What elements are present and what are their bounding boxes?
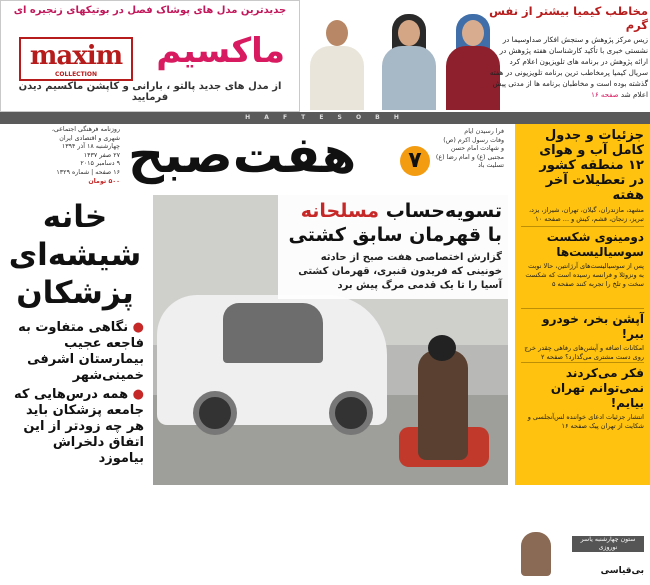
- top-story-body: زیس مرکز پژوهش و سنجش افکار صداوسیما در نشستی خبری با تأکید کارشناسان هفته پژوهش در ارائه پژوهش در برنامه های تلویزیون اعلام کرد سریال کیمیا پرمخاطب ترین برنامه تلویزیونی در هفته گذشته بوده است و مخاطبان برنامه ها از مدتی پیش اعلام شد: [489, 35, 648, 99]
- maxim-ad[interactable]: [0, 0, 300, 112]
- sidebar-story-weather[interactable]: [515, 128, 650, 224]
- sidebar-story-body: پس از سوسیالیست‌های آرژانتین، حالا نوبت به ونزوئلا و فرانسه رسیده است که شکست سخت و تلخ را تجربه کنند صفحه ۵: [525, 262, 644, 288]
- author-photo: [521, 532, 551, 576]
- photo-woman-1: [378, 6, 440, 110]
- sidebar-story-singer[interactable]: [515, 366, 650, 431]
- photo-story-text: [278, 195, 508, 299]
- divider: [521, 226, 644, 227]
- issue-pages: ۱۶ صفحه | شماره ۱۳۲۹: [56, 168, 120, 176]
- left-item-text: همه درس‌هایی که جامعه پزشکان باید هر چه زودتر از این اتفاق دلخراش بیاموزد: [13, 387, 144, 466]
- maxim-logo-sub: COLLECTION: [54, 71, 98, 78]
- left-headline: خانه شیشه‌ای پزشکان: [8, 199, 142, 311]
- issue-date-gregorian: ۹ دسامبر ۲۰۱۵: [80, 160, 120, 168]
- maxim-logo-fa: ماکسیم: [156, 31, 285, 71]
- car-wheel: [329, 391, 373, 435]
- condolence-note: [432, 128, 504, 171]
- sidebar-story-socialists[interactable]: [515, 230, 650, 289]
- issue-info: [2, 126, 120, 186]
- sidebar-story-body: مشهد، مازندران، گیلان، تهران، شیراز، یزد، تبریز، زنجان، قشم، کیش و ... صفحه ۱۰: [528, 206, 644, 223]
- bullet-icon: ●: [132, 320, 144, 335]
- issue-price: ۵۰۰ تومان: [88, 177, 120, 185]
- ad-top-text: جدیدترین مدل های پوشاک فصل در بوتیکهای زنجیره ای: [13, 5, 287, 16]
- photo-story-headline: [284, 199, 502, 247]
- sidebar-story-title: فکر می‌کردند نمی‌توانم تهران بیایم!: [550, 366, 644, 410]
- author-bar: ستون چهارشنبه یاسر نوروزی: [572, 536, 644, 552]
- author-column[interactable]: [515, 528, 650, 585]
- divider: [521, 362, 644, 363]
- left-item: [6, 387, 144, 467]
- masthead-band: H A F T E S O B H: [0, 112, 650, 124]
- ad-bottom-text: از مدل های جدید پالتو ، بارانی و کاپشن ماکسیم دیدن فرمایید: [18, 81, 282, 103]
- top-story-headline: مخاطب کیمیا بیشتر از نفس گرم: [489, 4, 648, 32]
- headline-highlight: مسلحانه: [300, 200, 380, 222]
- info-line: شهری و اقتصادی ایران: [59, 134, 120, 142]
- rider-image: [418, 350, 468, 460]
- maxim-logo-text: maxim: [29, 41, 123, 71]
- car-wheel: [193, 391, 237, 435]
- note-line: وفات رسول اکرم (ص): [443, 136, 504, 144]
- info-line: روزنامه فرهنگی اجتماعی،: [51, 126, 120, 133]
- car-window-shattered: [223, 303, 323, 363]
- note-line: فرا رسیدن ایام: [464, 128, 504, 135]
- sidebar-story-title: جزئیات و جدول کامل آب و هوای ۱۲ منطقه کشور در تعطیلات آخر هفته: [539, 128, 644, 203]
- sidebar: [515, 124, 650, 576]
- note-line: تسلیت باد: [477, 162, 504, 170]
- issue-date: چهارشنبه ۱۸ آذر ۱۳۹۴: [61, 143, 120, 151]
- photo-man-1: [306, 6, 368, 110]
- maxim-logo: [19, 37, 133, 81]
- sidebar-story-title: آپشن بخر، خودرو ببر!: [542, 312, 644, 341]
- issue-date-hijri: ۲۷ صفر ۱۴۳۷: [83, 151, 120, 159]
- sidebar-story-title: دومینوی شکست سوسیالیست‌ها: [546, 230, 644, 259]
- headline-part: با قهرمان سابق کشتی: [288, 224, 502, 246]
- column-title: بی‌قیاسی: [600, 566, 644, 576]
- sidebar-story-body: انتشار جزئیات ادعای خواننده لس‌آنجلسی و شکایت از تهران پیک صفحه ۱۶: [527, 413, 644, 430]
- photo-story-lead: گزارش اختصاصی هفت صبح از حادثه خونینی که فریدون قنبری، قهرمان کشتی آسیا را تا یک قدمی مرگ پیش برد: [298, 252, 502, 291]
- left-column-story[interactable]: [0, 198, 150, 485]
- masthead-seven-badge: ۷: [400, 146, 430, 176]
- masthead-logo: هفت‌صبح: [128, 126, 357, 184]
- top-story[interactable]: [488, 4, 648, 110]
- sidebar-story-options[interactable]: [515, 312, 650, 362]
- bullet-icon: ●: [132, 387, 144, 402]
- helmet-image: [428, 335, 456, 361]
- top-story-page: صفحه ۱۶: [591, 91, 619, 99]
- masthead: [120, 124, 432, 190]
- note-line: مجتبی (ع) و امام رضا (ع): [435, 153, 504, 161]
- divider: [521, 308, 644, 309]
- left-item-text: نگاهی متفاوت به فاجعه عجیب بیمارستان اشرفی خمینی‌شهر: [18, 320, 144, 383]
- photo-story[interactable]: [153, 195, 508, 485]
- headline-part: تسویه‌حساب: [385, 200, 502, 222]
- sidebar-story-body: امکانات اضافه و آپشن‌های رفاهی چقدر خرج روی دست مشتری می‌گذارد؟ صفحه ۲: [524, 344, 644, 361]
- left-item: [6, 320, 144, 384]
- note-line: و شهادت امام حسن: [450, 145, 504, 153]
